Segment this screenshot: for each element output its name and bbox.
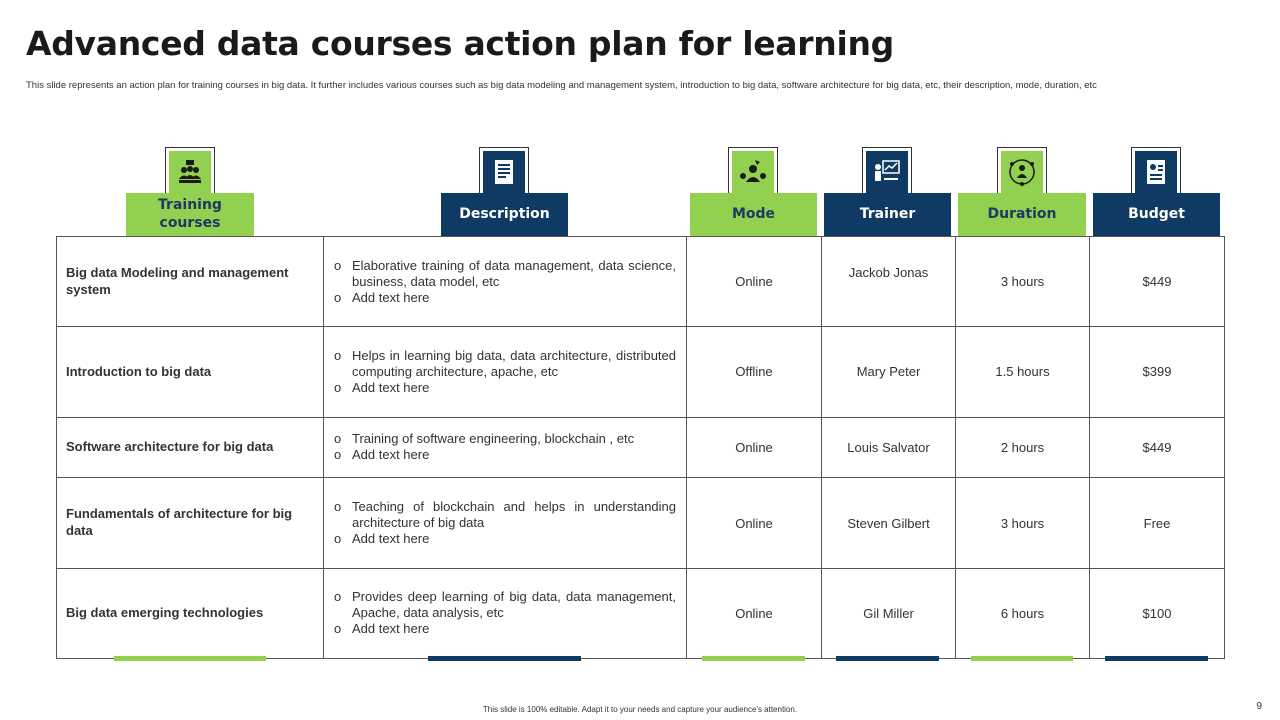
- course-description: [324, 327, 687, 417]
- course-trainer: Mary Peter: [822, 327, 956, 417]
- course-budget: Free: [1090, 478, 1225, 568]
- course-description: [324, 478, 687, 568]
- course-budget: $100: [1090, 568, 1225, 658]
- course-budget: $449: [1090, 417, 1225, 478]
- action-plan-table: [56, 236, 1225, 659]
- description-bullet: o Training of software engineering, blockchain , etc: [334, 431, 676, 447]
- course-budget: $449: [1090, 237, 1225, 327]
- description-bullet: o Add text here: [334, 380, 676, 396]
- header-training-courses: Training courses: [126, 193, 254, 236]
- course-description: [324, 568, 687, 658]
- course-budget: $399: [1090, 327, 1225, 417]
- accent-bar: [428, 656, 581, 661]
- description-bullet: o Teaching of blockchain and helps in understanding architecture of big data: [334, 499, 676, 531]
- course-mode: Online: [687, 417, 822, 478]
- header-duration: Duration: [958, 193, 1086, 236]
- header-description: Description: [441, 193, 568, 236]
- course-name: Big data emerging technologies: [57, 568, 324, 658]
- table-row: [57, 417, 1225, 478]
- header-mode: Mode: [690, 193, 817, 236]
- course-name: Big data Modeling and management system: [57, 237, 324, 327]
- progress-person-icon: [997, 147, 1047, 197]
- document-icon: [479, 147, 529, 197]
- description-bullet: o Add text here: [334, 621, 676, 637]
- accent-bar: [702, 656, 805, 661]
- course-trainer: Jackob Jonas: [822, 237, 956, 327]
- page-title: Advanced data courses action plan for learning: [26, 24, 894, 63]
- course-mode: Online: [687, 568, 822, 658]
- footer-note: This slide is 100% editable. Adapt it to your needs and capture your audience's attention.: [482, 705, 798, 714]
- trainer-board-icon: [862, 147, 912, 197]
- course-trainer: Louis Salvator: [822, 417, 956, 478]
- course-duration: 2 hours: [956, 417, 1090, 478]
- header-trainer: Trainer: [824, 193, 951, 236]
- table-row: [57, 327, 1225, 417]
- page-number: 9: [1256, 701, 1262, 712]
- course-name: Fundamentals of architecture for big data: [57, 478, 324, 568]
- accent-bar: [971, 656, 1073, 661]
- description-bullet: o Elaborative training of data management, data science, business, data model, etc: [334, 258, 676, 290]
- table-row: [57, 478, 1225, 568]
- accent-bar: [836, 656, 939, 661]
- table-row: [57, 237, 1225, 327]
- page-subtitle: This slide represents an action plan for training courses in big data. It further includes various courses such as big data modeling and management system, introduction to big data, software architecture for big data, etc, their description, mode, duration, etc: [26, 80, 1097, 91]
- description-bullet: o Add text here: [334, 531, 676, 547]
- course-mode: Online: [687, 478, 822, 568]
- course-duration: 3 hours: [956, 478, 1090, 568]
- course-duration: 3 hours: [956, 237, 1090, 327]
- budget-report-icon: [1131, 147, 1181, 197]
- description-bullet: o Helps in learning big data, data architecture, distributed computing architecture, apache, etc: [334, 348, 676, 380]
- course-mode: Online: [687, 237, 822, 327]
- course-mode: Offline: [687, 327, 822, 417]
- header-budget: Budget: [1093, 193, 1220, 236]
- description-bullet: o Add text here: [334, 290, 676, 306]
- people-group-icon: [165, 147, 215, 197]
- description-bullet: o Provides deep learning of big data, data management, Apache, data analysis, etc: [334, 589, 676, 621]
- course-duration: 6 hours: [956, 568, 1090, 658]
- course-name: Software architecture for big data: [57, 417, 324, 478]
- accent-bar: [1105, 656, 1208, 661]
- course-description: [324, 417, 687, 478]
- course-description: [324, 237, 687, 327]
- course-duration: 1.5 hours: [956, 327, 1090, 417]
- table-row: [57, 568, 1225, 658]
- course-trainer: Gil Miller: [822, 568, 956, 658]
- online-presentation-icon: [728, 147, 778, 197]
- description-bullet: o Add text here: [334, 447, 676, 463]
- course-name: Introduction to big data: [57, 327, 324, 417]
- accent-bar: [114, 656, 266, 661]
- course-trainer: Steven Gilbert: [822, 478, 956, 568]
